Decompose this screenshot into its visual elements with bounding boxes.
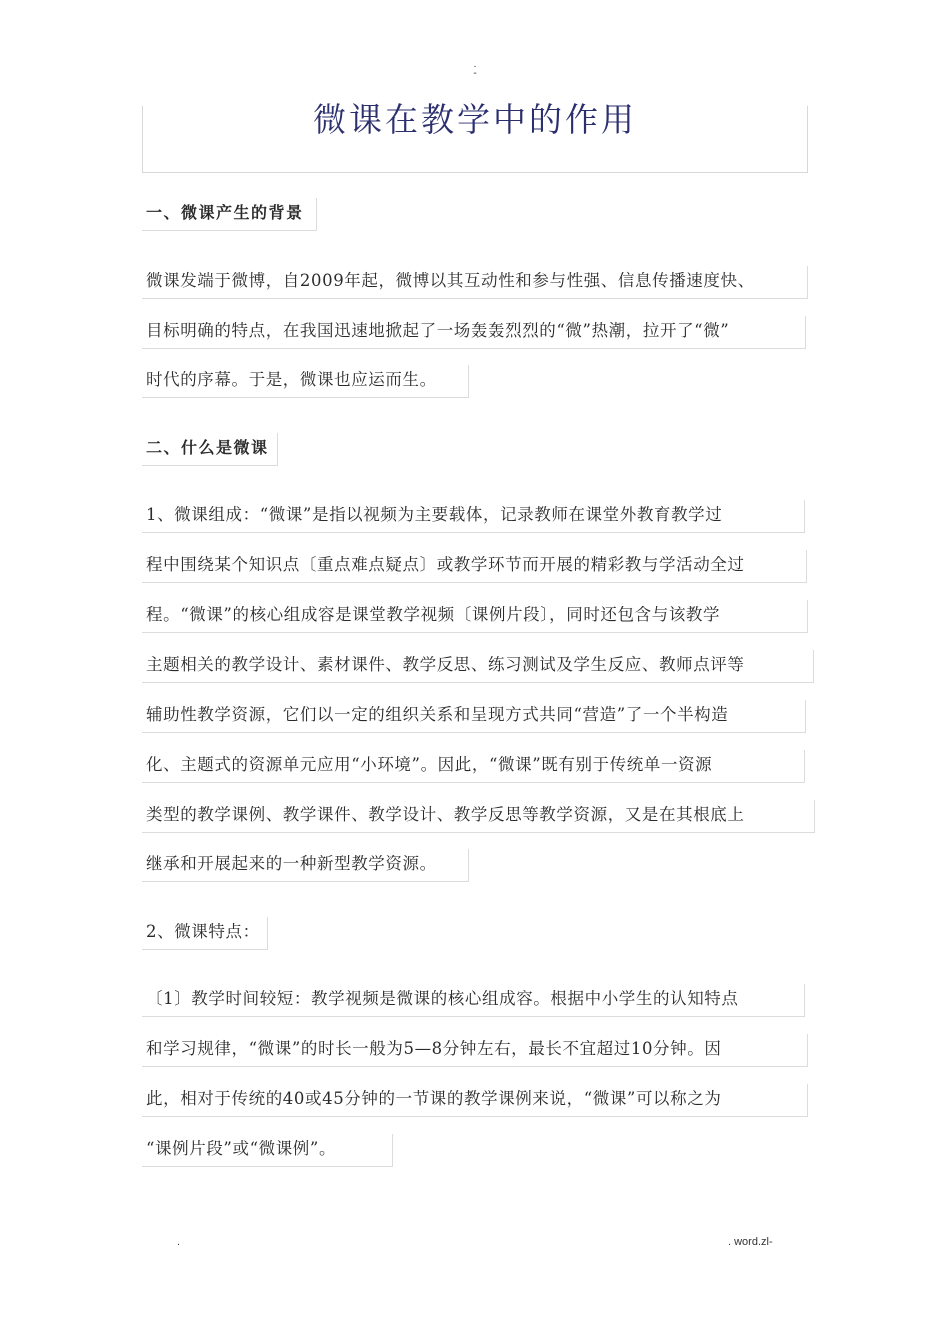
header-mark-dot: .	[473, 59, 477, 70]
section-2-heading: 二、什么是微课	[142, 433, 278, 466]
section-2-line-4: 主题相关的教学设计、素材课件、教学反思、练习测试及学生反应、教师点评等	[142, 650, 814, 683]
footer-left-mark: .	[177, 1236, 181, 1248]
section-1-heading: 一、微课产生的背景	[142, 198, 317, 231]
section-3-heading: 2、微课特点：	[142, 917, 268, 950]
document-title: 微课在教学中的作用	[313, 100, 637, 139]
section-3-line-2: 和学习规律，“微课”的时长一般为5—8分钟左右，最长不宜超过10分钟。因	[142, 1034, 808, 1067]
section-2-line-2: 程中围绕某个知识点〔重点难点疑点〕或教学环节而开展的精彩教与学活动全过	[142, 550, 807, 583]
section-3-line-3: 此，相对于传统的40或45分钟的一节课的教学课例来说，“微课”可以称之为	[142, 1084, 808, 1117]
section-2-line-6: 化、主题式的资源单元应用“小环境”。因此，“微课”既有别于传统单一资源	[142, 750, 805, 783]
section-1-line-2: 目标明确的特点，在我国迅速地掀起了一场轰轰烈烈的“微”热潮，拉开了“微”	[142, 316, 806, 349]
header-marks	[0, 60, 950, 78]
section-2-line-8: 继承和开展起来的一种新型教学资源。	[142, 849, 469, 882]
section-2-line-1: 1、微课组成：“微课”是指以视频为主要载体，记录教师在课堂外教育教学过	[142, 500, 805, 533]
header-mark-dash: -	[473, 68, 477, 79]
section-2-line-7: 类型的教学课例、教学课件、教学设计、教学反思等教学资源，又是在其根底上	[142, 800, 815, 833]
section-1-line-3: 时代的序幕。于是，微课也应运而生。	[142, 365, 469, 398]
section-2-line-3: 程。“微课”的核心组成容是课堂教学视频〔课例片段〕，同时还包含与该教学	[142, 600, 808, 633]
section-3-line-4: “课例片段”或“微课例”。	[142, 1134, 393, 1167]
footer-right-text: . word.zl-	[728, 1236, 773, 1248]
section-1-line-1: 微课发端于微博，自2009年起，微博以其互动性和参与性强、信息传播速度快、	[142, 266, 808, 299]
section-3-line-1: 〔1〕教学时间较短：教学视频是微课的核心组成容。根据中小学生的认知特点	[142, 984, 805, 1017]
section-2-line-5: 辅助性教学资源，它们以一定的组织关系和呈现方式共同“营造”了一个半构造	[142, 700, 806, 733]
